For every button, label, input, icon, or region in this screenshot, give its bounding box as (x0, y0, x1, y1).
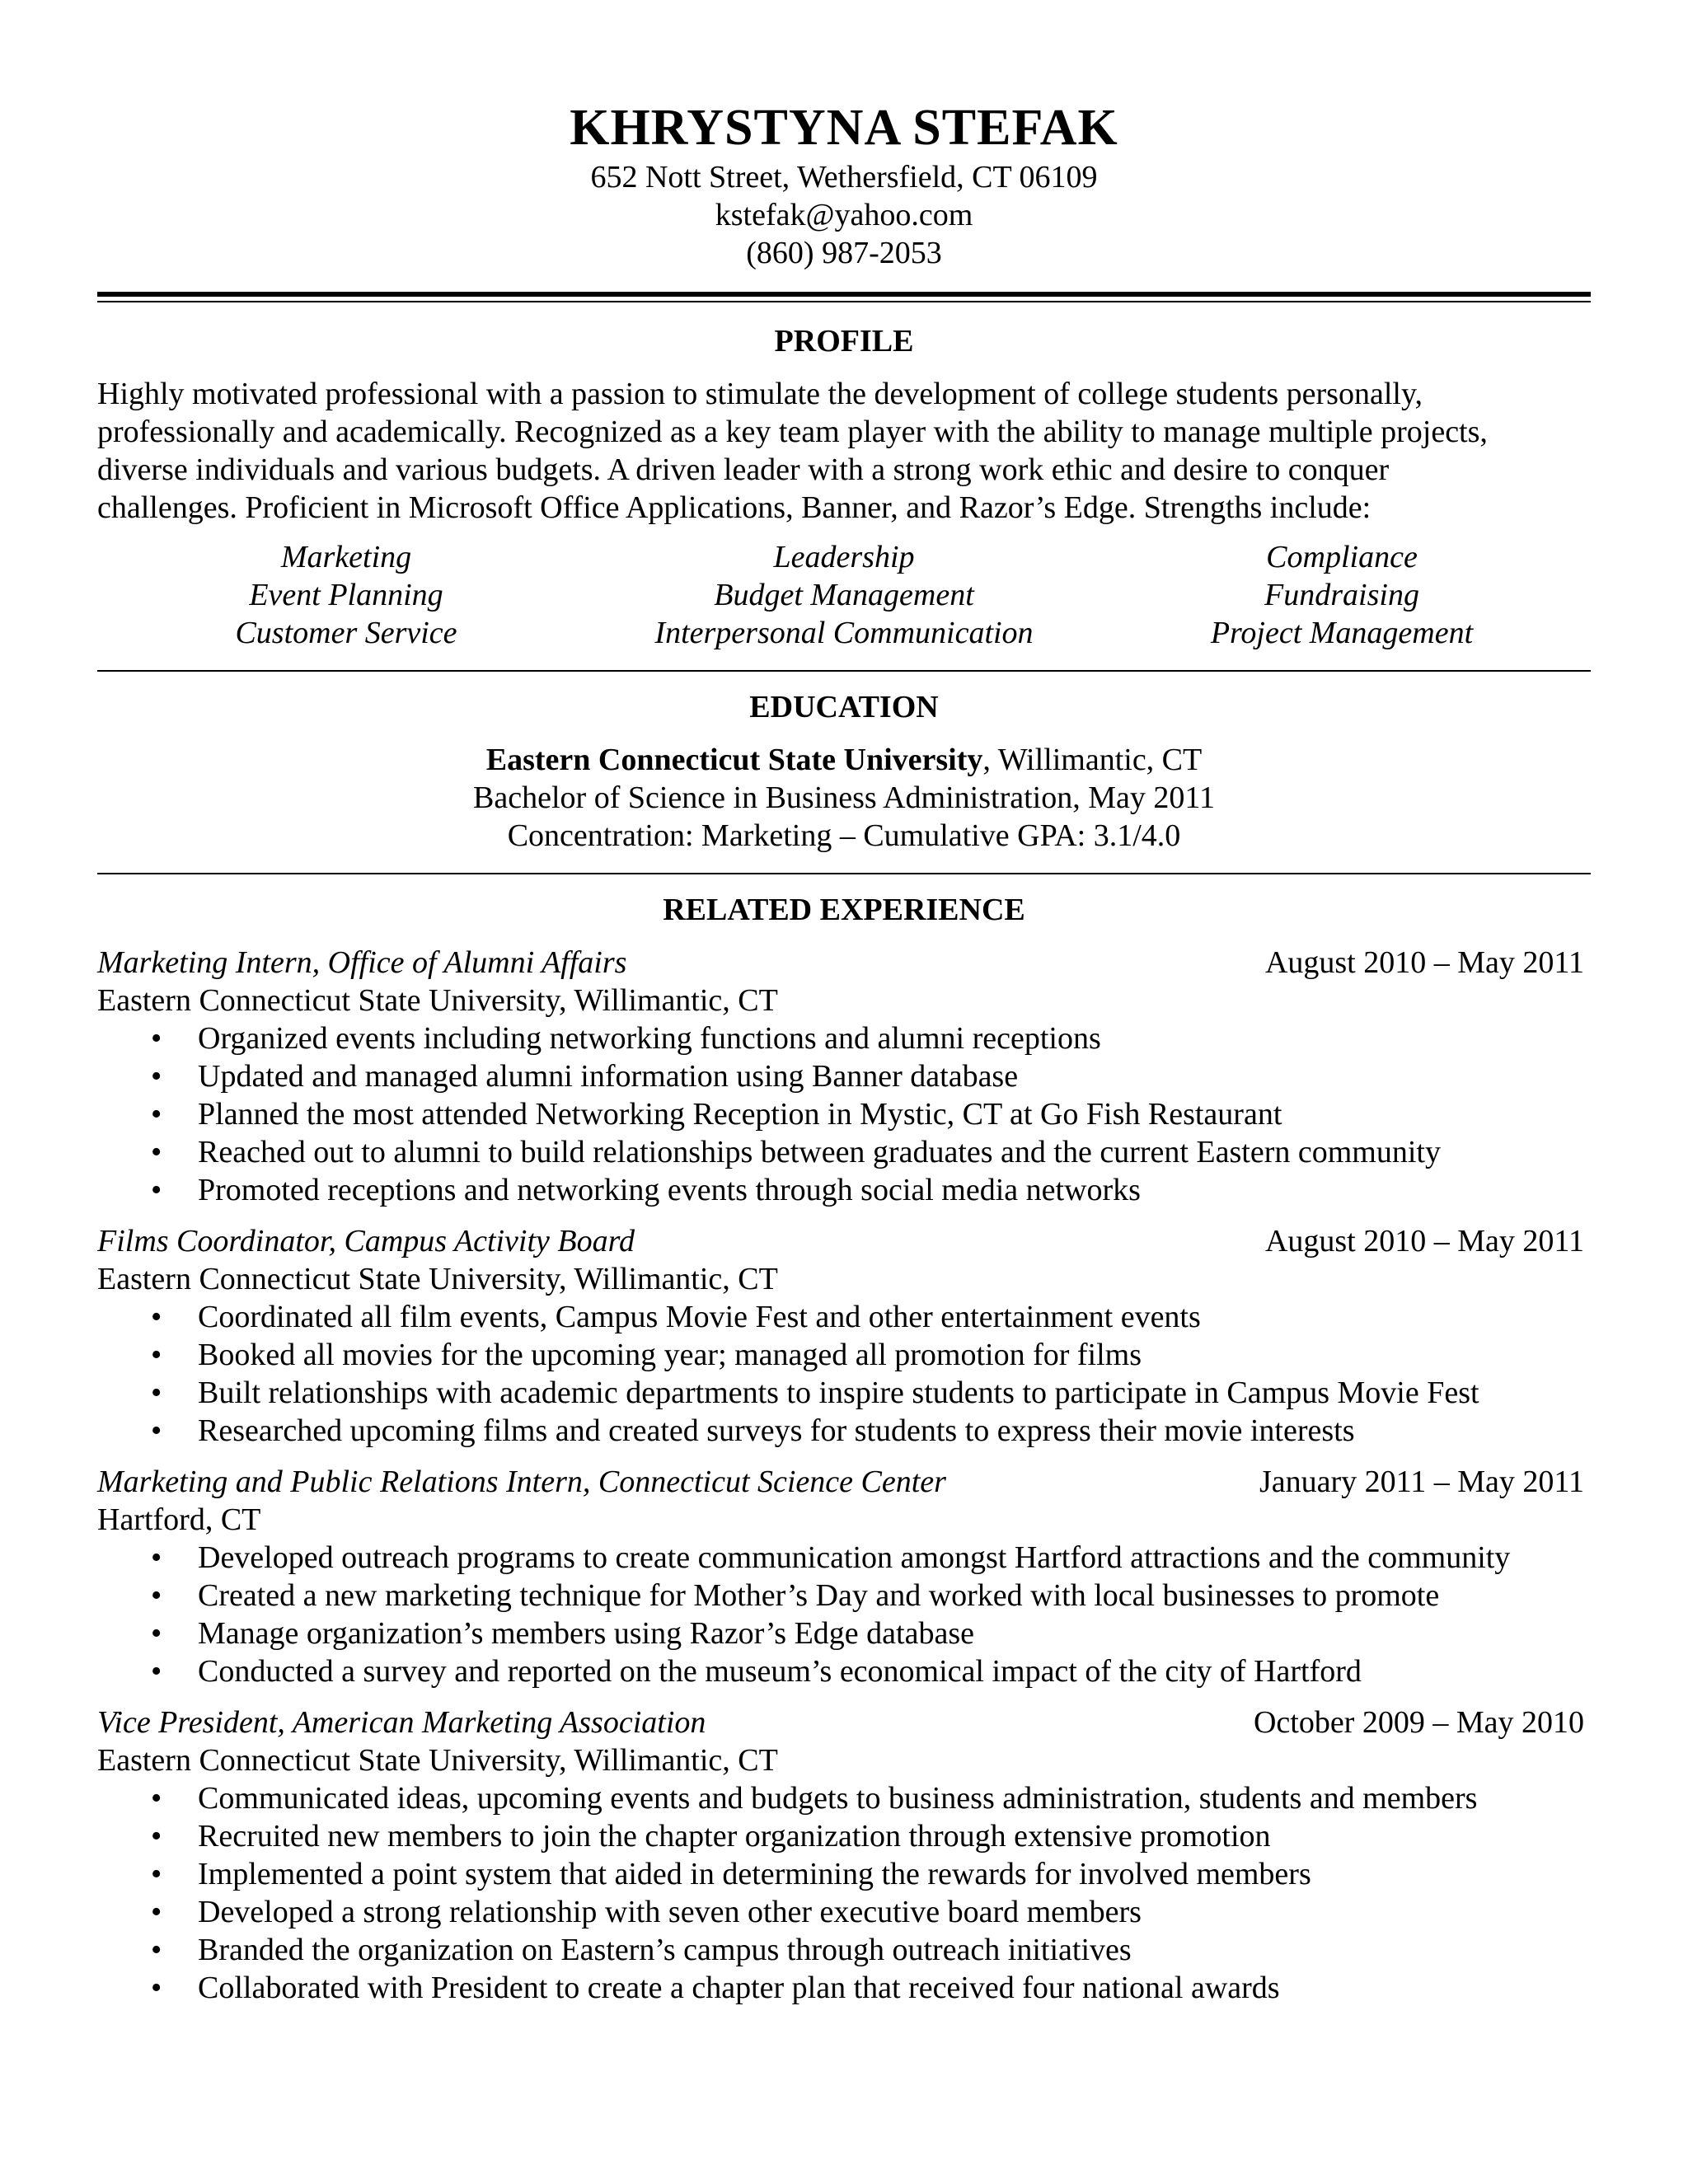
job-header (97, 1222, 1591, 1260)
bullet-item: • Updated and managed alumni information using Banner database (151, 1059, 1019, 1094)
profile-line: diverse individuals and various budgets. A driven leader with a strong work ethic and desire to conquer (97, 452, 1390, 487)
bullet-item: • Recruited new members to join the chapter organization through extensive promotion (151, 1819, 1271, 1854)
header-divider-thick (97, 292, 1591, 297)
school-line (97, 741, 1591, 779)
bullet-item: • Created a new marketing technique for Mother’s Day and worked with local businesses to promote (151, 1578, 1440, 1613)
strength-item: Event Planning (249, 578, 443, 612)
profile-title: PROFILE (774, 324, 914, 359)
job-organization: Eastern Connecticut State University, Willimantic, CT (97, 1743, 778, 1778)
bullet-item: • Organized events including networking functions and alumni receptions (151, 1021, 1101, 1056)
strength-item: Interpersonal Communication (654, 616, 1034, 650)
bullet-item: • Implemented a point system that aided in determining the rewards for involved members (151, 1857, 1311, 1891)
job-entry (97, 944, 1591, 1209)
section-divider (97, 873, 1591, 874)
bullet-icon: • (151, 1895, 162, 1929)
bullet-item: • Branded the organization on Eastern’s campus through outreach initiatives (151, 1933, 1132, 1967)
bullet-icon: • (151, 1059, 162, 1094)
job-title: Vice President, American Marketing Association (97, 1705, 706, 1740)
resume-header (97, 0, 1591, 272)
bullet-item: • Manage organization’s members using Razor’s Edge database (151, 1616, 974, 1651)
job-title: Films Coordinator, Campus Activity Board (97, 1224, 635, 1258)
strength-item: Budget Management (714, 578, 974, 612)
candidate-name: KHRYSTYNA STEFAK (570, 100, 1118, 156)
bullet-icon: • (151, 1338, 162, 1372)
bullet-icon: • (151, 1021, 162, 1056)
bullet-icon: • (151, 1654, 162, 1689)
bullet-icon: • (151, 1173, 162, 1207)
bullet-icon: • (151, 1781, 162, 1816)
profile-line: challenges. Proficient in Microsoft Office Applications, Banner, and Razor’s Edge. Strengths include: (97, 490, 1372, 525)
bullet-icon: • (151, 1616, 162, 1651)
resume-page (97, 0, 1591, 2007)
education-section (97, 688, 1591, 855)
job-bullets (97, 1019, 1591, 1209)
bullet-icon: • (151, 1578, 162, 1613)
address: 652 Nott Street, Wethersfield, CT 06109 (590, 160, 1098, 194)
bullet-icon: • (151, 1971, 162, 2005)
strength-item: Customer Service (235, 616, 457, 650)
bullet-icon: • (151, 1376, 162, 1410)
email: kstefak@yahoo.com (715, 198, 973, 232)
degree: Bachelor of Science in Business Administration, May 2011 (473, 780, 1215, 815)
bullet-icon: • (151, 1857, 162, 1891)
job-title: Marketing and Public Relations Intern, Connecticut Science Center (97, 1465, 946, 1499)
job-header (97, 944, 1591, 982)
job-organization: Eastern Connecticut State University, Willimantic, CT (97, 983, 778, 1018)
bullet-item: • Researched upcoming films and created surveys for students to express their movie interests (151, 1413, 1355, 1448)
bullet-item: • Reached out to alumni to build relationships between graduates and the current Eastern community (151, 1135, 1441, 1169)
job-dates: January 2011 – May 2011 (1259, 1465, 1584, 1499)
bullet-icon: • (151, 1097, 162, 1132)
job-dates: August 2010 – May 2011 (1264, 1224, 1584, 1258)
bullet-item: • Promoted receptions and networking events through social media networks (151, 1173, 1141, 1207)
strength-item: Fundraising (1264, 578, 1419, 612)
job-header (97, 1463, 1591, 1501)
header-divider-thin (97, 301, 1591, 302)
bullet-item: • Booked all movies for the upcoming year; managed all promotion for films (151, 1338, 1142, 1372)
phone: (860) 987-2053 (746, 236, 942, 270)
strength-item: Marketing (280, 540, 412, 574)
profile-summary (97, 375, 1591, 527)
education-details (97, 741, 1591, 855)
job-entry (97, 1704, 1591, 2007)
bullet-icon: • (151, 1933, 162, 1967)
job-organization: Eastern Connecticut State University, Willimantic, CT (97, 1262, 778, 1296)
job-dates: August 2010 – May 2011 (1264, 945, 1584, 980)
experience-section (97, 891, 1591, 2007)
job-bullets (97, 1539, 1591, 1690)
bullet-item: • Developed outreach programs to create communication amongst Hartford attractions and the community (151, 1540, 1511, 1575)
strength-item: Project Management (1210, 616, 1474, 650)
strength-item: Leadership (773, 540, 915, 574)
bullet-item: • Communicated ideas, upcoming events and budgets to business administration, students and members (151, 1781, 1478, 1816)
concentration: Concentration: Marketing – Cumulative GPA: 3.1/4.0 (507, 818, 1181, 853)
bullet-icon: • (151, 1413, 162, 1448)
job-title: Marketing Intern, Office of Alumni Affairs (97, 945, 627, 980)
school-name: Eastern Connecticut State University (485, 743, 983, 777)
job-header (97, 1704, 1591, 1741)
strength-item: Compliance (1266, 540, 1418, 574)
job-organization: Hartford, CT (97, 1502, 261, 1537)
job-entry (97, 1463, 1591, 1690)
job-entry (97, 1222, 1591, 1450)
bullet-item: • Collaborated with President to create a chapter plan that received four national awards (151, 1971, 1280, 2005)
bullet-icon: • (151, 1300, 162, 1334)
bullet-item: • Developed a strong relationship with seven other executive board members (151, 1895, 1142, 1929)
profile-line: professionally and academically. Recognized as a key team player with the ability to manage multiple projects, (97, 415, 1488, 449)
profile-section (97, 322, 1591, 652)
profile-line: Highly motivated professional with a passion to stimulate the development of college students personally, (97, 377, 1423, 411)
bullet-icon: • (151, 1540, 162, 1575)
bullet-item: • Coordinated all film events, Campus Movie Fest and other entertainment events (151, 1300, 1201, 1334)
section-divider (97, 670, 1591, 672)
experience-title: RELATED EXPERIENCE (663, 893, 1025, 927)
bullet-item: • Built relationships with academic departments to inspire students to participate in Campus Movie Fest (151, 1376, 1479, 1410)
bullet-icon: • (151, 1819, 162, 1854)
school-location: , Willimantic, CT (982, 743, 1203, 777)
bullet-item: • Planned the most attended Networking Reception in Mystic, CT at Go Fish Restaurant (151, 1097, 1282, 1132)
bullet-item: • Conducted a survey and reported on the museum’s economical impact of the city of Hartford (151, 1654, 1362, 1689)
bullet-icon: • (151, 1135, 162, 1169)
job-dates: October 2009 – May 2010 (1253, 1705, 1584, 1740)
job-bullets (97, 1298, 1591, 1450)
job-bullets (97, 1779, 1591, 2007)
strengths-grid (97, 538, 1591, 652)
education-title: EDUCATION (749, 690, 939, 724)
